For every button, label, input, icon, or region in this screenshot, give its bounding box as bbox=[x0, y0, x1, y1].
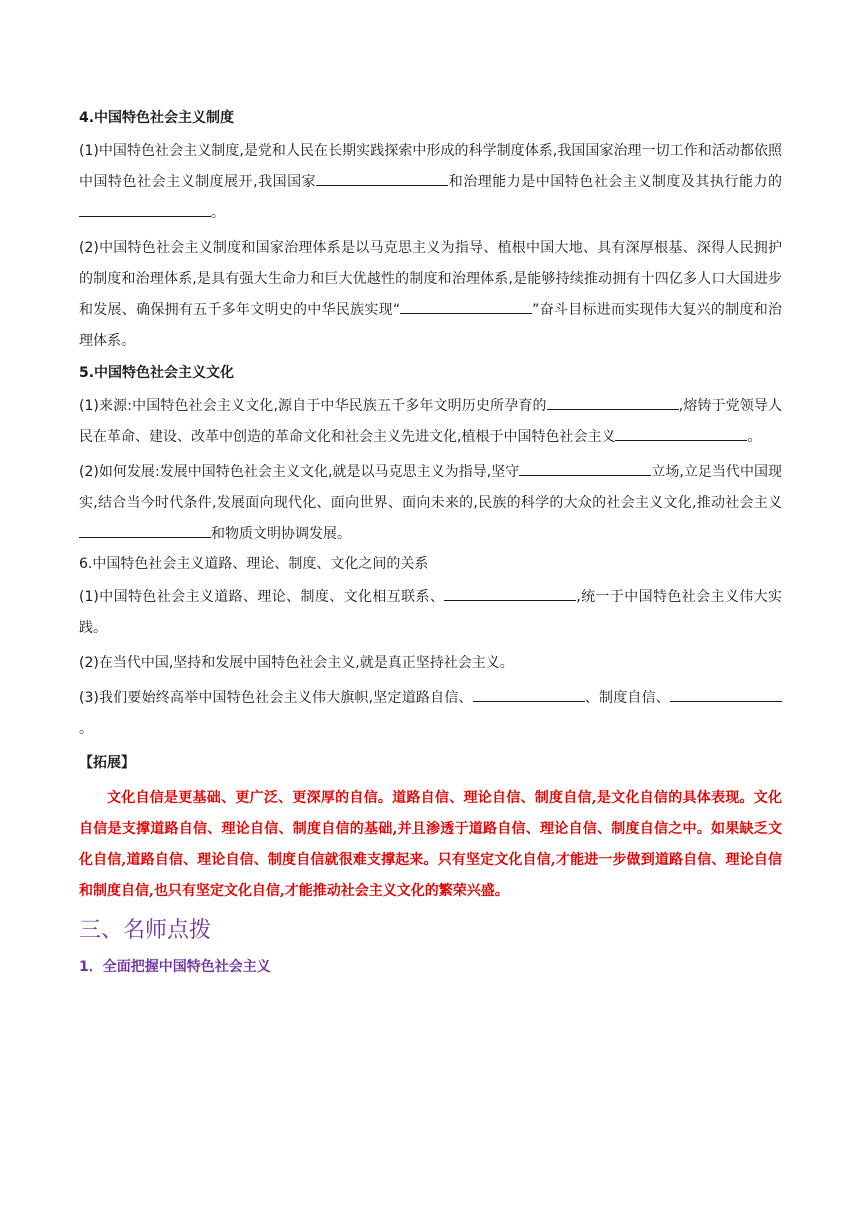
text: (1)中国特色社会主义道路、理论、制度、文化相互联系、 bbox=[79, 589, 445, 605]
section-4-heading: 4.中国特色社会主义制度 bbox=[79, 110, 235, 126]
fill-blank[interactable] bbox=[79, 523, 211, 538]
section-5-heading: 5.中国特色社会主义文化 bbox=[79, 365, 235, 381]
fill-blank[interactable] bbox=[79, 202, 211, 217]
text: ,熔铸于党领导人民在革命、建设、改革中创造的革命文化和社会主义先进文化,植根于中国特色社会主义 bbox=[79, 398, 783, 445]
section-3-subheading: 1．全面把握中国特色社会主义 bbox=[79, 959, 271, 975]
text: ”奋斗目标进而实现伟大复兴的制度和治理体系。 bbox=[79, 302, 782, 349]
section-4-para-1 bbox=[79, 136, 782, 229]
section-5-para-1 bbox=[79, 391, 782, 453]
text: 立场,立足当代中国现实,结合当今时代条件,发展面向现代化、面向世界、面向未来的,民族的科学的大众的社会主义文化,推动社会主义 bbox=[79, 464, 783, 511]
text: 。 bbox=[79, 721, 93, 737]
text: 和治理能力是中国特色社会主义制度及其执行能力的 bbox=[448, 174, 783, 190]
text: 。 bbox=[747, 429, 762, 445]
section-4-para-2 bbox=[79, 233, 782, 357]
extension-text: 文化自信是更基础、更广泛、更深厚的自信。道路自信、理论自信、制度自信,是文化自信的具体表现。文化自信是支撑道路自信、理论自信、制度自信的基础,并且渗透于道路自信、理论自信、制度自信之中。如果缺乏文化自信,道路自信、理论自信、制度自信就很难支撑起来。只有坚定文化自信,才能进一步做到道路自信、理论自信和制度自信,也只有坚定文化自信,才能推动社会主义文化的繁荣兴盛。 bbox=[79, 790, 782, 899]
text: 、制度自信、 bbox=[584, 690, 670, 706]
fill-blank[interactable] bbox=[473, 687, 585, 702]
section-6-heading: 6.中国特色社会主义道路、理论、制度、文化之间的关系 bbox=[79, 556, 429, 572]
section-3-title: 三、名师点拨 bbox=[79, 918, 212, 943]
text: 和物质文明协调发展。 bbox=[211, 526, 351, 542]
fill-blank[interactable] bbox=[316, 171, 448, 186]
text: (1)来源:中国特色社会主义文化,源自于中华民族五千多年文明历史所孕育的 bbox=[79, 398, 547, 414]
section-6-para-3 bbox=[79, 683, 782, 745]
fill-blank[interactable] bbox=[400, 299, 532, 314]
fill-blank[interactable] bbox=[547, 395, 679, 410]
extension-label: 【拓展】 bbox=[79, 755, 135, 771]
section-6-para-1 bbox=[79, 582, 782, 644]
fill-blank[interactable] bbox=[519, 461, 651, 476]
text: (3)我们要始终高举中国特色社会主义伟大旗帜,坚定道路自信、 bbox=[79, 690, 473, 706]
fill-blank[interactable] bbox=[670, 687, 782, 702]
section-5-para-2 bbox=[79, 457, 782, 550]
text: ,统一于中国特色社会主义伟大实践。 bbox=[79, 589, 782, 636]
text: 。 bbox=[211, 205, 225, 221]
section-6-para-2: (2)在当代中国,坚持和发展中国特色社会主义,就是真正坚持社会主义。 bbox=[79, 655, 514, 671]
document-content bbox=[79, 108, 782, 977]
text: (2)中国特色社会主义制度和国家治理体系是以马克思主义为指导、植根中国大地、具有深厚根基、深得人民拥护的制度和治理体系,是具有强大生命力和巨大优越性的制度和治理体系,是能够持续推动拥有十四亿多人口大国进步和发展、确保拥有五千多年文明史的中华民族实现“ bbox=[79, 240, 782, 318]
fill-blank[interactable] bbox=[615, 426, 747, 441]
text: (2)如何发展:发展中国特色社会主义文化,就是以马克思主义为指导,坚守 bbox=[79, 464, 520, 480]
text: (1)中国特色社会主义制度,是党和人民在长期实践探索中形成的科学制度体系,我国国家治理一切工作和活动都依照中国特色社会主义制度展开,我国国家 bbox=[79, 143, 782, 190]
fill-blank[interactable] bbox=[444, 586, 576, 601]
